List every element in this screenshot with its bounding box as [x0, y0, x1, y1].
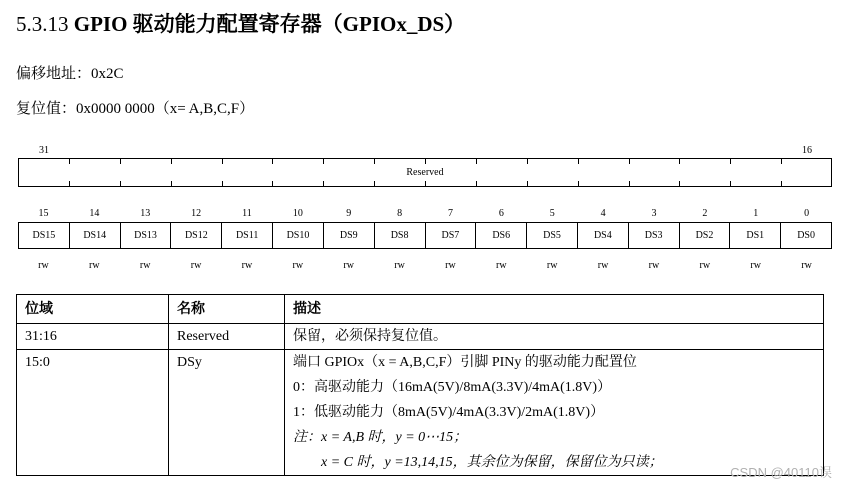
bit-tick	[781, 158, 782, 164]
register-field: DS12	[171, 223, 222, 248]
bit-number: 3	[651, 208, 657, 219]
register-field: DS8	[375, 223, 426, 248]
bit-tick	[374, 158, 375, 164]
table-header-row	[17, 295, 824, 324]
bit-tick	[527, 158, 528, 164]
bit-tick	[730, 181, 731, 187]
register-field: DS5	[527, 223, 578, 248]
access-type: rw	[343, 260, 354, 271]
offset-address: 偏移地址：0x2C	[16, 66, 124, 82]
register-field: DS9	[324, 223, 375, 248]
bit-number: 15	[38, 208, 49, 219]
upper-bit-numbers	[18, 145, 832, 159]
access-type: rw	[445, 260, 456, 271]
table-row	[17, 324, 824, 350]
bit-tick	[171, 181, 172, 187]
access-type: rw	[546, 260, 558, 271]
bit-tick	[781, 181, 782, 187]
register-field: DS4	[578, 223, 629, 248]
access-type: rw	[597, 260, 609, 271]
bit-tick	[578, 181, 579, 187]
bit-tick	[222, 181, 223, 187]
header-desc: 描述	[285, 295, 824, 324]
register-field: DS15	[19, 223, 70, 248]
bit-number: 10	[292, 208, 303, 219]
bit-tick	[272, 181, 273, 187]
bit-tick	[679, 181, 680, 187]
bit-tick	[578, 158, 579, 164]
desc-line: 0：高驱动能力（16mA(5V)/8mA(3.3V)/4mA(1.8V)）	[293, 380, 612, 395]
register-field: DS0	[797, 230, 815, 241]
access-type: rw	[496, 260, 507, 271]
bit-number: 6	[498, 208, 504, 219]
bit-tick	[374, 181, 375, 187]
bit-number: 5	[549, 208, 555, 219]
bit-number: 16	[802, 145, 812, 156]
register-field: DS2	[680, 223, 731, 248]
bit-number: 11	[242, 208, 252, 219]
access-type: rw	[241, 260, 253, 271]
access-row	[18, 260, 832, 271]
access-type: rw	[750, 260, 761, 271]
access-type: rw	[38, 260, 49, 271]
access-type: rw	[190, 260, 202, 271]
cell-bits: 15:0	[17, 350, 169, 476]
access-type: rw	[648, 260, 660, 271]
register-field: DS6	[476, 223, 527, 248]
header-name: 名称	[169, 295, 285, 324]
register-field: DS13	[121, 223, 172, 248]
section-heading: GPIO 驱动能力配置寄存器（GPIOx_DS）	[73, 12, 466, 36]
register-field: DS1	[730, 223, 781, 248]
bit-tick	[730, 158, 731, 164]
access-type: rw	[89, 260, 100, 271]
access-type: rw	[139, 260, 151, 271]
access-type: rw	[699, 260, 711, 271]
bit-tick	[527, 181, 528, 187]
bit-tick	[69, 181, 70, 187]
bit-tick	[323, 181, 324, 187]
desc-line: 1：低驱动能力（8mA(5V)/4mA(3.3V)/2mA(1.8V)）	[293, 405, 605, 420]
cell-bits: 31:16	[17, 324, 169, 350]
bit-number: 4	[600, 208, 606, 219]
cell-name: Reserved	[169, 324, 285, 350]
bit-number: 12	[191, 208, 202, 219]
desc-note: x = C 时，y =13,14,15，其余位为保留，保留位为只读；	[321, 455, 663, 470]
cell-desc	[285, 350, 824, 476]
bit-tick	[425, 158, 426, 164]
header-bits: 位域	[17, 295, 169, 324]
register-field: DS3	[629, 223, 680, 248]
lower-bit-numbers	[18, 208, 832, 222]
bit-tick	[425, 181, 426, 187]
cell-desc: 保留，必须保持复位值。	[285, 324, 824, 350]
bit-number: 1	[753, 208, 759, 219]
cell-name: DSy	[169, 350, 285, 476]
reserved-label: Reserved	[406, 167, 444, 178]
bit-number: 8	[397, 208, 403, 219]
bit-tick	[629, 158, 630, 164]
bit-number: 31	[39, 145, 49, 156]
desc-line: 端口 GPIOx（x = A,B,C,F）引脚 PINy 的驱动能力配置位	[293, 355, 637, 370]
bit-number: 13	[140, 208, 151, 219]
field-description-table	[16, 294, 824, 476]
access-type: rw	[801, 260, 812, 271]
reset-value: 复位值：0x0000 0000（x= A,B,C,F）	[16, 101, 255, 117]
bit-tick	[476, 181, 477, 187]
watermark: CSDN @40110误	[730, 465, 832, 480]
bit-tick	[272, 158, 273, 164]
register-field: DS10	[273, 223, 324, 248]
desc-note: 注：x = A,B 时，y = 0⋯15；	[293, 430, 468, 445]
access-type: rw	[292, 260, 304, 271]
bit-tick	[120, 158, 121, 164]
register-field: DS14	[70, 223, 121, 248]
register-fields	[18, 222, 832, 249]
bit-tick	[476, 158, 477, 164]
bit-tick	[120, 181, 121, 187]
bit-tick	[222, 158, 223, 164]
bit-number: 14	[89, 208, 100, 219]
register-field: DS11	[222, 223, 273, 248]
section-number: 5.3.13	[16, 12, 69, 36]
access-type: rw	[394, 260, 405, 271]
bit-tick	[323, 158, 324, 164]
table-row	[17, 350, 824, 476]
bit-tick	[629, 181, 630, 187]
register-field: DS7	[426, 223, 477, 248]
bit-number: 2	[702, 208, 708, 219]
bit-tick	[69, 158, 70, 164]
bit-tick	[171, 158, 172, 164]
bit-tick	[679, 158, 680, 164]
bit-number: 9	[346, 208, 352, 219]
bit-number: 7	[447, 208, 453, 219]
section-title	[16, 8, 465, 38]
bit-number: 0	[804, 208, 810, 219]
